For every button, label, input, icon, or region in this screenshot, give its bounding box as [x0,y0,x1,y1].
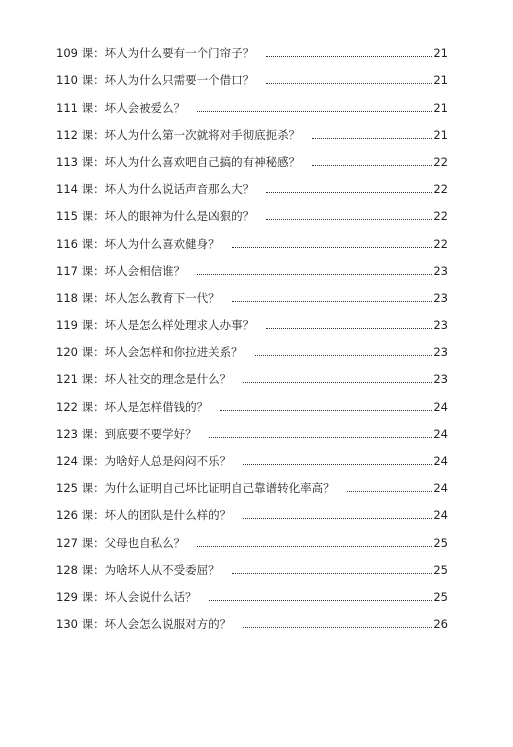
toc-entry-113[interactable] [56,142,448,169]
toc-entry-title: 126 课：坏人的团队是什么样的？ [56,508,232,523]
toc-entry-page: 23 [433,345,448,360]
dot-leader [255,355,433,356]
toc-entry-title: 111 课：坏人会被爱么？ [56,100,186,115]
dot-leader [232,573,433,574]
toc-entry-title: 117 课：坏人会相信谁？ [56,263,186,278]
toc-entry-title: 130 课：坏人会怎么说服对方的？ [56,617,232,632]
dot-leader [266,56,432,57]
toc-entry-121[interactable] [56,359,448,386]
toc-entry-114[interactable] [56,169,448,196]
dot-leader [197,546,432,547]
toc-entry-page: 24 [433,481,448,496]
toc-entry-page: 21 [433,127,448,142]
toc-entry-125[interactable] [56,468,448,495]
toc-entry-title: 115 课：坏人的眼神为什么是凶狠的？ [56,209,255,224]
toc-entry-page: 24 [433,426,448,441]
toc-entry-127[interactable] [56,522,448,549]
toc-entry-page: 22 [433,209,448,224]
dot-leader [209,600,433,601]
toc-entry-page: 23 [433,372,448,387]
dot-leader [243,464,432,465]
toc-entry-title: 128 课：为啥坏人从不受委屈？ [56,562,220,577]
toc-entry-page: 22 [433,236,448,251]
toc-entry-title: 122 课：坏人是怎样借钱的？ [56,399,209,414]
toc-entry-title: 121 课：坏人社交的理念是什么？ [56,372,232,387]
dot-leader [232,247,433,248]
toc-entry-111[interactable] [56,87,448,114]
toc-entry-title: 127 课：父母也自私么？ [56,535,186,550]
dot-leader [266,192,432,193]
toc-entry-118[interactable] [56,278,448,305]
toc-entry-title: 124 课：为啥好人总是闷闷不乐？ [56,454,232,468]
toc-entry-109[interactable] [56,33,448,60]
toc-entry-126[interactable] [56,495,448,522]
dot-leader [243,382,432,383]
toc-entry-page: 24 [433,508,448,523]
toc-entry-title: 125 课：为什么证明自己坏比证明自己靠谱转化率高？ [56,481,335,496]
dot-leader [312,165,432,166]
toc-entry-123[interactable] [56,414,448,441]
toc-entry-title: 109 课：坏人为什么要有一个门帘子？ [56,46,255,61]
toc-entry-128[interactable] [56,550,448,577]
toc-entry-page: 22 [433,154,448,169]
dot-leader [220,410,432,411]
toc-entry-title: 112 课：坏人为什么第一次就将对手彻底扼杀？ [56,127,301,142]
dot-leader [243,627,432,628]
toc-entry-title: 129 课：坏人会说什么话？ [56,589,197,604]
toc-entry-title: 123 课：到底要不要学好？ [56,426,197,441]
toc-entry-title: 120 课：坏人会怎样和你拉进关系？ [56,345,243,360]
dot-leader [197,274,432,275]
dot-leader [347,491,433,492]
dot-leader [209,437,433,438]
dot-leader [243,518,432,519]
toc-entry-title: 113 课：坏人为什么喜欢吧自己搞的有神秘感？ [56,154,301,169]
dot-leader [197,111,432,112]
toc-entry-129[interactable] [56,577,448,604]
toc-entry-122[interactable] [56,386,448,413]
dot-leader [266,219,432,220]
toc-entry-title: 110 课：坏人为什么只需要一个借口？ [56,73,255,88]
dot-leader [312,138,432,139]
toc-entry-page: 23 [433,318,448,333]
toc-entry-page: 25 [433,562,448,577]
dot-leader [266,328,432,329]
toc-entry-page: 24 [433,454,448,468]
toc-entry-title: 114 课：坏人为什么说话声音那么大？ [56,182,255,197]
toc-entry-page: 24 [433,399,448,414]
toc-entry-page: 21 [433,73,448,88]
dot-leader [266,83,432,84]
toc-entry-120[interactable] [56,332,448,359]
toc-entry-page: 23 [433,290,448,305]
toc-entry-116[interactable] [56,223,448,250]
toc-entry-page: 21 [433,46,448,61]
toc-entry-119[interactable] [56,305,448,332]
toc-entry-130[interactable] [56,604,448,631]
toc-entry-page: 22 [433,182,448,197]
toc-entry-title: 119 课：坏人是怎么样处理求人办事？ [56,318,255,333]
toc-entry-page: 23 [433,263,448,278]
toc-entry-page: 26 [433,617,448,632]
toc-entry-115[interactable] [56,196,448,223]
dot-leader [232,301,433,302]
toc-entry-110[interactable] [56,60,448,87]
toc-entry-112[interactable] [56,115,448,142]
toc-entry-117[interactable] [56,251,448,278]
toc-entry-title: 118 课：坏人怎么教育下一代？ [56,290,220,305]
table-of-contents [56,33,448,631]
toc-entry-page: 25 [433,589,448,604]
toc-entry-page: 25 [433,535,448,550]
toc-entry-124[interactable] [56,441,448,468]
toc-entry-page: 21 [433,100,448,115]
toc-entry-title: 116 课：坏人为什么喜欢健身？ [56,236,220,251]
